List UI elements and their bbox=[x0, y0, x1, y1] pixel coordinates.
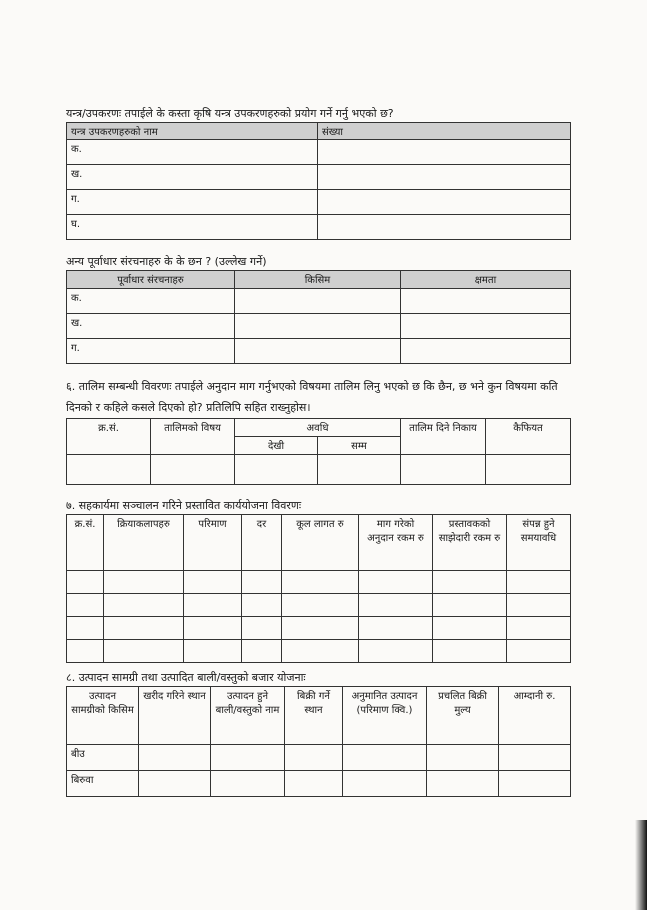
plan-cell[interactable] bbox=[282, 571, 359, 594]
market-cell[interactable] bbox=[211, 771, 285, 797]
plan-cell[interactable] bbox=[67, 640, 104, 663]
market-table bbox=[66, 686, 571, 797]
plan-cell[interactable] bbox=[242, 617, 282, 640]
infra-capacity-cell[interactable] bbox=[401, 339, 571, 364]
plan-activities-header: क्रियाकलापहरु bbox=[104, 515, 184, 571]
training-duration-header: अवधि bbox=[235, 419, 401, 437]
plan-grant-amount-header: माग गरेको अनुदान रकम रु bbox=[359, 515, 433, 571]
plan-cell[interactable] bbox=[359, 617, 433, 640]
plan-sn-header: क्र.सं. bbox=[67, 515, 104, 571]
plan-cell[interactable] bbox=[433, 640, 507, 663]
market-cell[interactable] bbox=[139, 745, 211, 771]
plan-cell[interactable] bbox=[184, 640, 242, 663]
training-table bbox=[66, 418, 571, 485]
market-cell[interactable] bbox=[139, 771, 211, 797]
plan-table bbox=[66, 514, 571, 663]
infra-row-label: क. bbox=[67, 289, 235, 314]
plan-cell[interactable] bbox=[242, 571, 282, 594]
equipment-count-header: संख्या bbox=[318, 123, 571, 140]
plan-heading: ७. सहकार्यमा सञ्चालन गरिने प्रस्तावित कार्ययोजना विवरणः bbox=[66, 499, 302, 512]
market-cell[interactable] bbox=[285, 745, 343, 771]
plan-cell[interactable] bbox=[67, 617, 104, 640]
equipment-row-label: ग. bbox=[67, 190, 318, 215]
training-org-header: तालिम दिने निकाय bbox=[401, 419, 486, 455]
plan-total-cost-header: कूल लागत रु bbox=[282, 515, 359, 571]
plan-cell[interactable] bbox=[282, 617, 359, 640]
infra-row-label: ग. bbox=[67, 339, 235, 364]
market-cell[interactable] bbox=[343, 745, 427, 771]
market-row-label: बिरुवा bbox=[67, 771, 139, 797]
infra-table bbox=[66, 270, 571, 364]
infra-capacity-cell[interactable] bbox=[401, 289, 571, 314]
equipment-row-label: ख. bbox=[67, 165, 318, 190]
plan-rate-header: दर bbox=[242, 515, 282, 571]
plan-share-amount-header: प्रस्तावकको साझेदारी रकम रु bbox=[433, 515, 507, 571]
market-heading: ८. उत्पादन सामग्री तथा उत्पादित बाली/वस्तुको बजार योजनाः bbox=[66, 671, 306, 684]
plan-cell[interactable] bbox=[359, 571, 433, 594]
market-cell[interactable] bbox=[211, 745, 285, 771]
equipment-count-cell[interactable] bbox=[318, 140, 571, 165]
equipment-row-label: घ. bbox=[67, 215, 318, 240]
infra-row-label: ख. bbox=[67, 314, 235, 339]
training-cell[interactable] bbox=[235, 455, 318, 485]
infra-capacity-cell[interactable] bbox=[401, 314, 571, 339]
plan-cell[interactable] bbox=[507, 640, 571, 663]
market-purchase-place-header: खरीद गरिने स्थान bbox=[139, 687, 211, 745]
plan-cell[interactable] bbox=[184, 617, 242, 640]
plan-cell[interactable] bbox=[433, 571, 507, 594]
plan-cell[interactable] bbox=[507, 571, 571, 594]
infra-type-cell[interactable] bbox=[235, 339, 401, 364]
plan-cell[interactable] bbox=[507, 617, 571, 640]
market-price-header: प्रचलित बिक्री मुल्य bbox=[427, 687, 499, 745]
infra-type-cell[interactable] bbox=[235, 289, 401, 314]
plan-cell[interactable] bbox=[282, 640, 359, 663]
equipment-count-cell[interactable] bbox=[318, 165, 571, 190]
plan-period-header: संपन्न हुने समयावधि bbox=[507, 515, 571, 571]
market-cell[interactable] bbox=[427, 745, 499, 771]
plan-cell[interactable] bbox=[67, 594, 104, 617]
equipment-table bbox=[66, 122, 571, 240]
plan-cell[interactable] bbox=[67, 571, 104, 594]
market-cell[interactable] bbox=[427, 771, 499, 797]
plan-cell[interactable] bbox=[184, 594, 242, 617]
training-cell[interactable] bbox=[401, 455, 486, 485]
training-subject-header: तालिमको विषय bbox=[151, 419, 235, 455]
market-material-type-header: उत्पादन सामग्रीको किसिम bbox=[67, 687, 139, 745]
plan-cell[interactable] bbox=[104, 617, 184, 640]
market-cell[interactable] bbox=[343, 771, 427, 797]
plan-cell[interactable] bbox=[282, 594, 359, 617]
plan-cell[interactable] bbox=[242, 640, 282, 663]
training-cell[interactable] bbox=[486, 455, 571, 485]
plan-cell[interactable] bbox=[104, 594, 184, 617]
plan-cell[interactable] bbox=[359, 640, 433, 663]
market-income-header: आम्दानी रु. bbox=[499, 687, 571, 745]
plan-cell[interactable] bbox=[359, 594, 433, 617]
plan-cell[interactable] bbox=[507, 594, 571, 617]
market-cell[interactable] bbox=[499, 771, 571, 797]
plan-cell[interactable] bbox=[104, 640, 184, 663]
infra-capacity-header: क्षमता bbox=[401, 271, 571, 289]
training-cell[interactable] bbox=[151, 455, 235, 485]
plan-cell[interactable] bbox=[242, 594, 282, 617]
market-sale-place-header: बिक्री गर्ने स्थान bbox=[285, 687, 343, 745]
market-estimated-production-header: अनुमानित उत्पादन (परिमाण क्वि.) bbox=[343, 687, 427, 745]
infra-type-cell[interactable] bbox=[235, 314, 401, 339]
infra-structure-header: पूर्वाधार संरचनाहरु bbox=[67, 271, 235, 289]
plan-quantity-header: परिमाण bbox=[184, 515, 242, 571]
training-paragraph: ६. तालिम सम्बन्धी विवरणः तपाईले अनुदान माग गर्नुभएको विषयमा तालिम लिनु भएको छ कि छैन, छ भने कुन विषयमा कति दिनको र कहिले कसले दिएको हो? प्रतिलिपि सहित राख्नुहोस। bbox=[66, 380, 558, 414]
market-cell[interactable] bbox=[285, 771, 343, 797]
equipment-question: यन्त्र/उपकरणः तपाईले के कस्ता कृषि यन्त्र उपकरणहरुको प्रयोग गर्ने गर्नु भएको छ? bbox=[66, 107, 394, 120]
infra-question: अन्य पूर्वाधार संरचनाहरु के के छन ? (उल्लेख गर्ने) bbox=[66, 255, 267, 268]
market-row-label: बीउ bbox=[67, 745, 139, 771]
training-cell[interactable] bbox=[67, 455, 151, 485]
page-edge-shadow bbox=[635, 820, 647, 910]
training-to-header: सम्म bbox=[318, 437, 401, 455]
market-crop-name-header: उत्पादन हुने बाली/वस्तुको नाम bbox=[211, 687, 285, 745]
equipment-row-label: क. bbox=[67, 140, 318, 165]
training-remarks-header: कैफियत bbox=[486, 419, 571, 455]
training-from-header: देखी bbox=[235, 437, 318, 455]
equipment-count-cell[interactable] bbox=[318, 190, 571, 215]
plan-cell[interactable] bbox=[433, 617, 507, 640]
plan-cell[interactable] bbox=[433, 594, 507, 617]
training-cell[interactable] bbox=[318, 455, 401, 485]
market-cell[interactable] bbox=[499, 745, 571, 771]
plan-cell[interactable] bbox=[104, 571, 184, 594]
equipment-name-header: यन्त्र उपकरणहरुको नाम bbox=[67, 123, 318, 140]
training-sn-header: क्र.सं. bbox=[67, 419, 151, 455]
equipment-count-cell[interactable] bbox=[318, 215, 571, 240]
plan-cell[interactable] bbox=[184, 571, 242, 594]
infra-type-header: किसिम bbox=[235, 271, 401, 289]
